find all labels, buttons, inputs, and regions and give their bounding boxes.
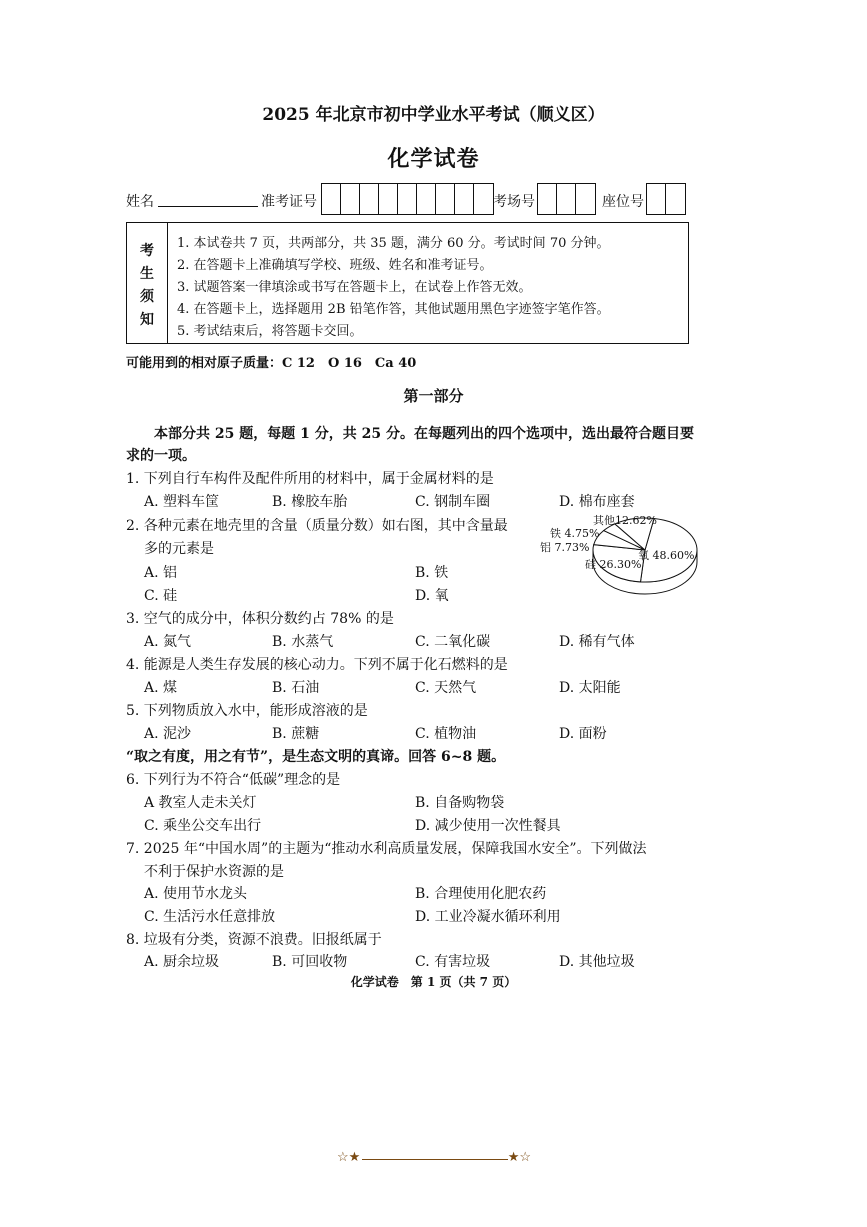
notice-side-label: 考 生 须 知 xyxy=(127,223,168,343)
question-8-option-b[interactable]: B. 可回收物 xyxy=(272,954,348,970)
question-8-option-c[interactable]: C. 有害垃圾 xyxy=(415,954,491,970)
question-1-option-a[interactable]: A. 塑料车筐 xyxy=(144,494,220,510)
notice-item: 2. 在答题卡上准确填写学校、班级、姓名和准考证号。 xyxy=(177,258,493,273)
question-6-option-a[interactable]: A 教室人走未关灯 xyxy=(144,795,257,811)
question-5-stem: 5. 下列物质放入水中，能形成溶液的是 xyxy=(126,703,368,719)
exam-title: 2025 年北京市初中学业水平考试（顺义区） xyxy=(262,105,605,125)
question-1-option-b[interactable]: B. 橡胶车胎 xyxy=(272,494,348,510)
question-1-stem: 1. 下列自行车构件及配件所用的材料中，属于金属材料的是 xyxy=(126,471,494,487)
notice-item: 1. 本试卷共 7 页，共两部分，共 35 题，满分 60 分。考试时间 70 分钟。 xyxy=(177,236,610,251)
question-4-option-c[interactable]: C. 天然气 xyxy=(415,680,477,696)
question-2-stem: 2. 各种元素在地壳里的含量（质量分数）如右图，其中含量最 xyxy=(126,518,508,534)
footer-decoration xyxy=(337,1150,531,1168)
exam-id-boxes[interactable] xyxy=(321,183,494,215)
question-7-option-d[interactable]: D. 工业冷凝水循环利用 xyxy=(415,909,561,925)
question-6-option-b[interactable]: B. 自备购物袋 xyxy=(415,795,505,811)
question-6-option-c[interactable]: C. 乘坐公交车出行 xyxy=(144,818,262,834)
star-icon: ☆★ xyxy=(337,1150,361,1165)
question-8-option-d[interactable]: D. 其他垃圾 xyxy=(559,954,635,970)
seat-label: 座位号 xyxy=(602,194,644,210)
question-1-option-c[interactable]: C. 钢制车圈 xyxy=(415,494,491,510)
question-2-option-b[interactable]: B. 铁 xyxy=(415,565,449,581)
crust-element-pie-chart xyxy=(535,508,705,603)
question-5-option-c[interactable]: C. 植物油 xyxy=(415,726,477,742)
section-intro-cont: 求的一项。 xyxy=(126,448,196,464)
question-6-stem: 6. 下列行为不符合“低碳”理念的是 xyxy=(126,772,341,788)
question-7-option-c[interactable]: C. 生活污水任意排放 xyxy=(144,909,276,925)
question-7-stem-cont: 不利于保护水资源的是 xyxy=(144,864,284,880)
pie-label-3: 铁 4.75% xyxy=(550,527,600,540)
question-5-option-a[interactable]: A. 泥沙 xyxy=(144,726,192,742)
exam-id-label: 准考证号 xyxy=(261,194,317,210)
notice-item: 5. 考试结束后，将答题卡交回。 xyxy=(177,324,363,339)
notice-item: 4. 在答题卡上，选择题用 2B 铅笔作答，其他试题用黑色字迹签字笔作答。 xyxy=(177,302,610,317)
question-3-option-d[interactable]: D. 稀有气体 xyxy=(559,634,635,650)
room-label: 考场号 xyxy=(493,194,535,210)
atomic-mass-note: 可能用到的相对原子质量：C 12 O 16 Ca 40 xyxy=(126,356,417,371)
question-2-option-a[interactable]: A. 铝 xyxy=(144,565,178,581)
question-2-stem-cont: 多的元素是 xyxy=(144,541,214,557)
question-2-option-d[interactable]: D. 氧 xyxy=(415,588,449,604)
divider xyxy=(362,1159,508,1160)
pie-label-1: 硅 26.30% xyxy=(585,558,642,571)
name-field[interactable] xyxy=(158,206,258,207)
question-3-option-a[interactable]: A. 氮气 xyxy=(144,634,192,650)
page-footer: 化学试卷 第 1 页（共 7 页） xyxy=(350,975,517,989)
question-3-option-b[interactable]: B. 水蒸气 xyxy=(272,634,334,650)
question-1-option-d[interactable]: D. 棉布座套 xyxy=(559,494,635,510)
question-4-option-b[interactable]: B. 石油 xyxy=(272,680,320,696)
room-boxes[interactable] xyxy=(537,183,596,215)
star-icon: ★☆ xyxy=(507,1150,531,1165)
question-4-option-a[interactable]: A. 煤 xyxy=(144,680,178,696)
question-2-option-c[interactable]: C. 硅 xyxy=(144,588,178,604)
section-title: 第一部分 xyxy=(403,387,464,405)
section-intro: 本部分共 25 题，每题 1 分，共 25 分。在每题列出的四个选项中，选出最符合题目要 xyxy=(154,426,694,442)
question-7-stem: 7. 2025 年“中国水周”的主题为“推动水利高质量发展，保障我国水安全”。下列做法 xyxy=(126,841,647,857)
question-8-stem: 8. 垃圾有分类，资源不浪费。旧报纸属于 xyxy=(126,932,382,948)
questions-6-8-lead: “取之有度，用之有节”，是生态文明的真谛。回答 6~8 题。 xyxy=(126,749,506,765)
name-label: 姓名 xyxy=(126,194,154,210)
subject-title: 化学试卷 xyxy=(387,146,480,172)
seat-boxes[interactable] xyxy=(646,183,686,215)
question-4-option-d[interactable]: D. 太阳能 xyxy=(559,680,621,696)
pie-label-4: 其他12.62% xyxy=(593,514,657,527)
question-7-option-b[interactable]: B. 合理使用化肥农药 xyxy=(415,886,547,902)
question-5-option-b[interactable]: B. 蔗糖 xyxy=(272,726,320,742)
notice-item: 3. 试题答案一律填涂或书写在答题卡上，在试卷上作答无效。 xyxy=(177,280,532,295)
question-3-stem: 3. 空气的成分中，体积分数约占 78% 的是 xyxy=(126,611,394,627)
pie-label-2: 铝 7.73% xyxy=(540,541,590,554)
question-7-option-a[interactable]: A. 使用节水龙头 xyxy=(144,886,248,902)
candidate-notice-box xyxy=(126,222,689,344)
question-3-option-c[interactable]: C. 二氧化碳 xyxy=(415,634,491,650)
question-8-option-a[interactable]: A. 厨余垃圾 xyxy=(144,954,220,970)
question-5-option-d[interactable]: D. 面粉 xyxy=(559,726,607,742)
question-6-option-d[interactable]: D. 减少使用一次性餐具 xyxy=(415,818,561,834)
question-4-stem: 4. 能源是人类生存发展的核心动力。下列不属于化石燃料的是 xyxy=(126,657,508,673)
pie-label-0: 氧 48.60% xyxy=(638,549,695,562)
